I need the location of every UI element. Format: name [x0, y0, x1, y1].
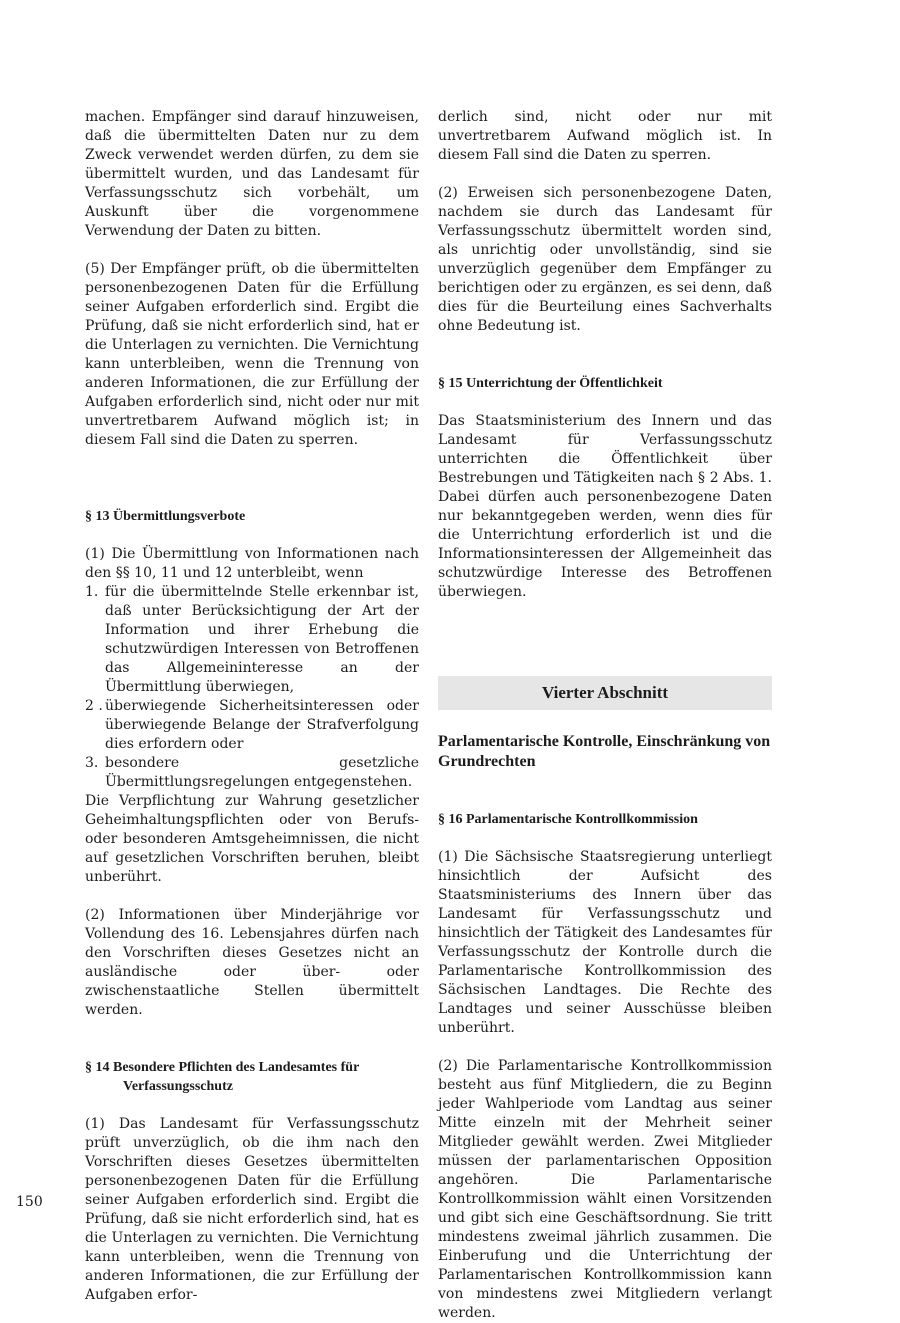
paragraph-5: (5) Der Empfänger prüft, ob die übermittelten personenbezogenen Daten für die Erfüllung seiner Aufgaben erforderlich sind. Ergibt die Prüfung, daß sie nicht erforderlich sind, hat er die Unterlagen zu vernichten. Die Vernichtung kann unterbleiben, wenn die Trennung von anderen Informationen, die zur Erfüllung der Aufgaben erforderlich sind, nicht oder nur mit unvertretbarem Aufwand möglich ist; in diesem Fall sind die Daten zu sperren.: [85, 261, 419, 448]
right-column: [438, 108, 772, 1323]
section-16-heading: § 16 Parlamentarische Kontrollkommission: [438, 812, 698, 827]
paragraph-intro: machen. Empfänger sind darauf hinzuweisen, daß die übermittelten Daten nur zu dem Zweck verwendet werden dürfen, zu dem sie übermittelt wurden, und das Landesamt für Verfassungsschutz sich vorbehält, um Auskunft über die vorgenommene Verwendung der Daten zu bitten.: [85, 109, 419, 239]
section-13-list: [85, 583, 419, 792]
list-item-text: überwiegende Sicherheitsinteressen oder überwiegende Belange der Strafverfolgung dies erfordern oder: [105, 698, 419, 752]
list-item-number: 2 .: [85, 698, 103, 714]
section-16-paragraph-2: (2) Die Parlamentarische Kontrollkommission besteht aus fünf Mitgliedern, die zu Beginn jeder Wahlperiode vom Landtag aus seiner Mitte einzeln mit der Mehrheit seiner Mitglieder gewählt werden. Zwei Mitglieder müssen der parlamentarischen Opposition angehören. Die Parlamentarische Kontrollkommission wählt einen Vorsitzenden und gibt sich eine Geschäftsordnung. Sie tritt mindestens zweimal jährlich zusammen. Die Einberufung und die Unterrichtung der Parlamentarischen Kontrollkommission kann von mindestens zwei Mitgliedern verlangt werden.: [438, 1058, 772, 1321]
list-item: [85, 754, 419, 792]
section-13-paragraph-2: (2) Informationen über Minderjährige vor Vollendung des 16. Lebensjahres dürfen nach den Vorschriften dieses Gesetzes nicht an ausländische oder über- oder zwischenstaatliche Stellen übermittelt werden.: [85, 907, 419, 1018]
chapter-title: Parlamentarische Kontrolle, Einschränkung von Grundrechten: [438, 733, 771, 770]
section-13-paragraph-1-end: Die Verpflichtung zur Wahrung gesetzlicher Geheimhaltungspflichten oder von Berufs- oder besonderen Amtsgeheimnissen, die nicht auf gesetzlichen Vorschriften beruhen, bleibt unberührt.: [85, 793, 419, 885]
section-14-paragraph-2: (2) Erweisen sich personenbezogene Daten, nachdem sie durch das Landesamt für Verfassungsschutz übermittelt worden sind, als unrichtig oder unvollständig, sind sie unverzüglich gegenüber dem Empfänger zu berichtigen oder zu ergänzen, es sei denn, daß dies für die Beurteilung eines Sachverhalts ohne Bedeutung ist.: [438, 185, 772, 334]
list-item-number: 3.: [85, 755, 99, 771]
section-label-box: Vierter Abschnitt: [438, 676, 772, 710]
section-13-heading: § 13 Übermittlungsverbote: [85, 509, 246, 524]
paragraph-continued: derlich sind, nicht oder nur mit unvertretbarem Aufwand möglich ist. In diesem Fall sind die Daten zu sperren.: [438, 109, 772, 163]
section-14-paragraph-1: (1) Das Landesamt für Verfassungsschutz prüft unverzüglich, ob die ihm nach den Vorschriften dieses Gesetzes übermittelten personenbezogenen Daten für die Erfüllung seiner Aufgaben erforderlich sind. Ergibt die Prüfung, daß sie nicht erforderlich sind, hat es die Unterlagen zu vernichten. Die Vernichtung kann unterbleiben, wenn die Trennung von anderen Informationen, die zur Erfüllung der Aufgaben erfor-: [85, 1116, 419, 1303]
list-item-text: besondere gesetzliche Übermittlungsregelungen entgegenstehen.: [105, 755, 419, 790]
list-item: [85, 583, 419, 697]
list-item-text: für die übermittelnde Stelle erkennbar ist, daß unter Berücksichtigung der Art der Information und ihrer Erhebung die schutzwürdigen Interessen von Betroffenen das Allgemeininteresse an der Übermittlung überwiegen,: [105, 584, 419, 695]
page-number: 150: [16, 1194, 43, 1210]
list-item: [85, 697, 419, 754]
left-column: [85, 108, 419, 1305]
list-item-number: 1.: [85, 584, 99, 600]
section-15-paragraph: Das Staatsministerium des Innern und das Landesamt für Verfassungsschutz unterrichten die Öffentlichkeit über Bestrebungen und Tätigkeiten nach § 2 Abs. 1. Dabei dürfen auch personenbezogene Daten nur bekanntgegeben werden, wenn dies für die Unterrichtung erforderlich ist und die Informationsinteressen der Allgemeinheit das schutzwürdige Interesse des Betroffenen überwiegen.: [438, 413, 772, 600]
section-13-paragraph-1: (1) Die Übermittlung von Informationen nach den §§ 10, 11 und 12 unterbleibt, wenn: [85, 546, 419, 581]
section-15-heading: § 15 Unterrichtung der Öffentlichkeit: [438, 376, 663, 391]
section-14-heading: § 14 Besondere Pflichten des Landesamtes für Verfassungsschutz: [85, 1060, 360, 1094]
section-16-paragraph-1: (1) Die Sächsische Staatsregierung unterliegt hinsichtlich der Aufsicht des Staatsministeriums des Innern über das Landesamt für Verfassungsschutz und hinsichtlich der Tätigkeit des Landesamtes für Verfassungsschutz der Kontrolle durch die Parlamentarische Kontrollkommission des Sächsischen Landtages. Die Rechte des Landtages und seiner Ausschüsse bleiben unberührt.: [438, 849, 772, 1036]
